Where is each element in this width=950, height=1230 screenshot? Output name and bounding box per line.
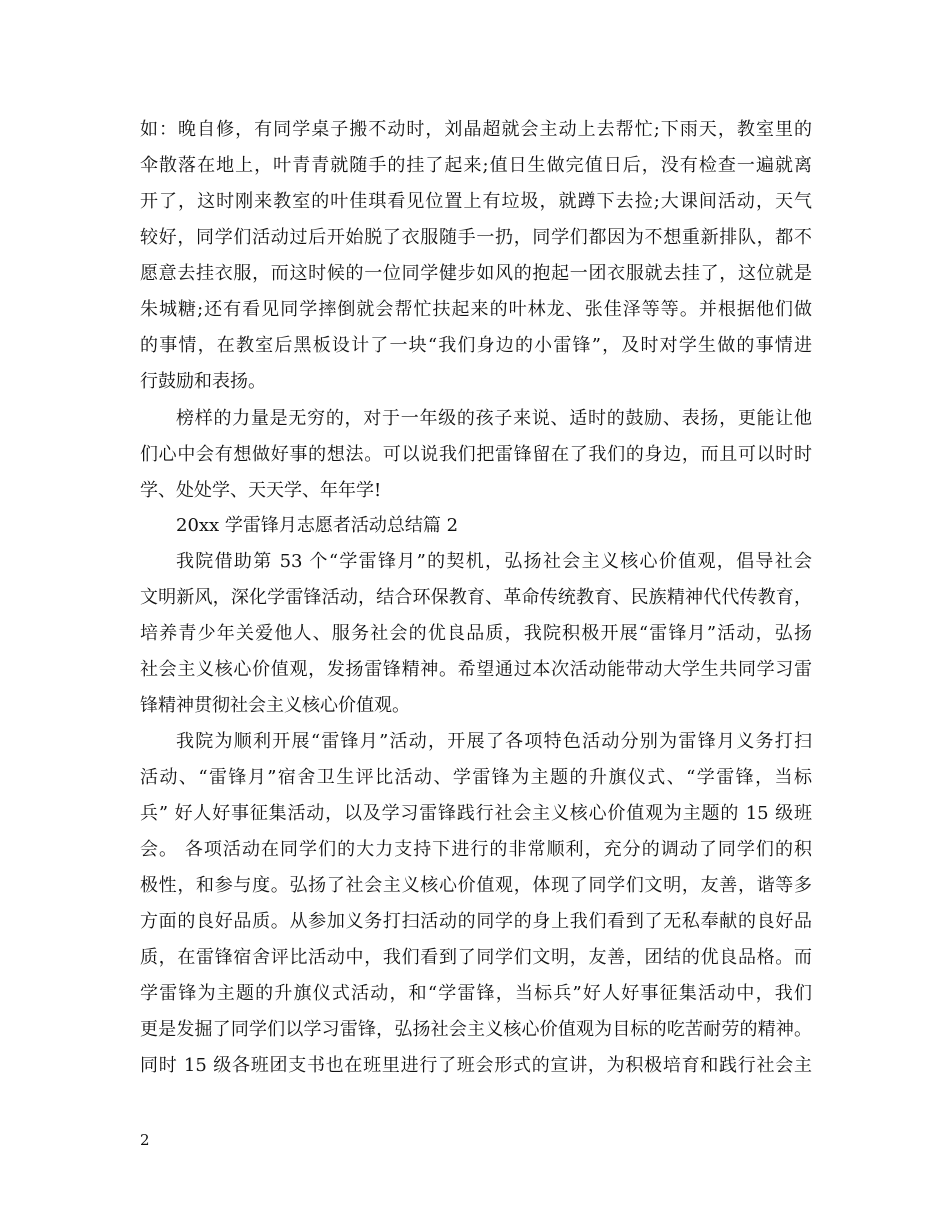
text-line: 的事情，在教室后黑板设计了一块“我们身边的小雷锋”，及时对学生做的事情进: [140, 335, 812, 356]
text-line: 文明新风，深化学雷锋活动，结合环保教育、革命传统教育、民族精神代代传教育，: [140, 587, 812, 608]
text-line: 开了，这时刚来教室的叶佳琪看见位置上有垃圾，就蹲下去捡;大课间活动，天气: [140, 191, 812, 212]
text-line: 质，在雷锋宿舍评比活动中，我们看到了同学们文明，友善，团结的优良品格。而: [140, 947, 812, 968]
text-line: 极性，和参与度。弘扬了社会主义核心价值观，体现了同学们文明，友善，谐等多: [140, 875, 812, 896]
text-line: 学雷锋为主题的升旗仪式活动，和“学雷锋，当标兵”好人好事征集活动中，我们: [140, 983, 812, 1004]
text-line: 学、处处学、天天学、年年学!: [140, 480, 382, 501]
text-line: 伞散落在地上，叶青青就随手的挂了起来;值日生做完值日后，没有检查一遍就离: [140, 155, 812, 176]
paragraph-first-line: 榜样的力量是无穷的，对于一年级的孩子来说、适时的鼓励、表扬，更能让他: [176, 408, 812, 429]
paragraph-first-line: 我院为顺利开展“雷锋月”活动，开展了各项特色活动分别为雷锋月义务打扫: [176, 731, 812, 752]
section-title: 20xx 学雷锋月志愿者活动总结篇 2: [176, 515, 459, 536]
text-line: 行鼓励和表扬。: [140, 371, 266, 392]
text-line: 如：晚自修，有同学桌子搬不动时，刘晶超就会主动上去帮忙;下雨天，教室里的: [140, 119, 812, 140]
text-line: 培养青少年关爱他人、服务社会的优良品质，我院积极开展“雷锋月”活动，弘扬: [140, 623, 812, 644]
text-line: 更是发掘了同学们以学习雷锋，弘扬社会主义核心价值观为目标的吃苦耐劳的精神。: [140, 1019, 812, 1040]
text-line: 朱城糖;还有看见同学摔倒就会帮忙扶起来的叶林龙、张佳泽等等。并根据他们做: [140, 299, 812, 320]
text-line: 较好，同学们活动过后开始脱了衣服随手一扔，同学们都因为不想重新排队，都不: [140, 227, 812, 248]
page-number: 2: [140, 1131, 150, 1149]
text-line: 兵” 好人好事征集活动，以及学习雷锋践行社会主义核心价值观为主题的 15 级班: [140, 803, 812, 824]
text-line: 愿意去挂衣服，而这时候的一位同学健步如风的抱起一团衣服就去挂了，这位就是: [140, 263, 812, 284]
text-line: 活动、“雷锋月”宿舍卫生评比活动、学雷锋为主题的升旗仪式、“学雷锋，当标: [140, 767, 812, 788]
text-line: 社会主义核心价值观，发扬雷锋精神。希望通过本次活动能带动大学生共同学习雷: [140, 659, 812, 680]
text-line: 同时 15 级各班团支书也在班里进行了班会形式的宣讲，为积极培育和践行社会主: [140, 1055, 812, 1076]
text-line: 锋精神贯彻社会主义核心价值观。: [140, 695, 410, 716]
text-line: 们心中会有想做好事的想法。可以说我们把雷锋留在了我们的身边，而且可以时时: [140, 444, 812, 465]
paragraph-first-line: 我院借助第 53 个“学雷锋月”的契机，弘扬社会主义核心价值观，倡导社会: [176, 551, 812, 572]
text-line: 方面的良好品质。从参加义务打扫活动的同学的身上我们看到了无私奉献的良好品: [140, 911, 812, 932]
text-line: 会。 各项活动在同学们的大力支持下进行的非常顺利，充分的调动了同学们的积: [140, 839, 812, 860]
